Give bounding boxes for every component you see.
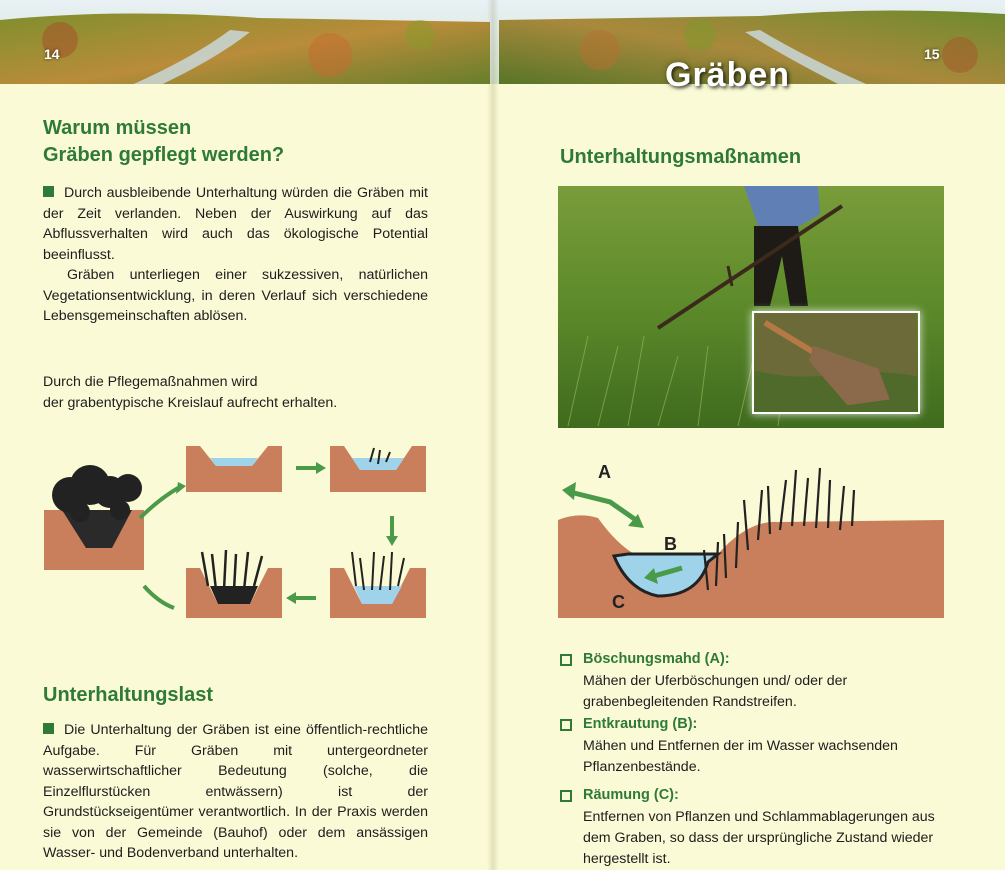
paragraph-silting-text: Durch ausbleibende Unterhaltung würden die Gräben mit der Zeit verlanden. Neben der Auswirkung auf das Abflussverhalten wird auch das ökologische Potential beeinflusst. — [43, 185, 428, 263]
arrow-head-icon — [562, 482, 576, 500]
section-title-why-line2: Gräben gepflegt werden? — [43, 144, 285, 166]
arrow-head-icon — [176, 482, 186, 494]
paragraph-silting — [43, 183, 428, 265]
cycle-caption — [43, 372, 443, 413]
arrow-head-icon — [386, 536, 398, 546]
arrow-icon — [140, 488, 178, 518]
bullet-square-icon — [43, 723, 54, 734]
diagram-label-c: C — [612, 592, 625, 612]
measure-desc: Mähen der Uferböschungen und/ oder der grabenbegleitenden Randstreifen. — [583, 673, 848, 710]
arrow-icon — [144, 586, 174, 608]
field-landscape-image — [0, 0, 1005, 92]
arrow-head-icon — [316, 462, 326, 474]
measure-title: Entkrautung (B): — [583, 716, 698, 732]
diagram-label-a: A — [598, 462, 611, 482]
stage-overgrown-ditch — [186, 550, 282, 618]
arrow-head-icon — [286, 592, 296, 604]
section-title-why-line1: Warum müssen — [43, 117, 192, 139]
ditch-cross-section-diagram — [558, 450, 944, 620]
paragraph-responsibility-text: Die Unterhaltung der Gräben ist eine öffentlich-rechtliche Aufgabe. Für Gräben mit untergeordneter wasserwirtschaftlicher Bedeutung (solche, die Einzelflurstücken entwässern) ist der Grundstückseigentümer verantwortlich. In der Praxis werden sie von der Gemeinde (Bauhof) oder dem ansässigen Wasser- und Bodenverband unterhalten. — [43, 722, 428, 861]
page-number-left: 14 — [44, 46, 60, 62]
ditch-cycle-diagram — [40, 440, 440, 620]
spade-photo-inset — [752, 311, 920, 414]
checkbox-square-icon — [560, 719, 572, 731]
book-gutter — [487, 0, 499, 870]
section-title-measures: Unterhaltungsmaßnamen — [560, 146, 802, 168]
section-title-responsibility: Unterhaltungslast — [43, 684, 214, 706]
measure-title: Böschungsmahd (A): — [583, 651, 730, 667]
section-title-why — [43, 115, 463, 169]
checkbox-square-icon — [560, 790, 572, 802]
diagram-label-b: B — [664, 534, 677, 554]
checkbox-square-icon — [560, 654, 572, 666]
header-photo-banner — [0, 0, 1005, 92]
stage-early-growth — [330, 446, 426, 492]
paragraph-responsibility — [43, 720, 428, 864]
stage-dense-growth — [330, 552, 426, 618]
stage-overgrown — [44, 465, 144, 570]
cycle-caption-line1: Durch die Pflegemaßnahmen wird — [43, 374, 258, 390]
stage-clean-ditch — [186, 446, 282, 492]
bullet-square-icon — [43, 186, 54, 197]
measure-desc: Entfernen von Pflanzen und Schlammablagerungen aus dem Graben, so dass der ursprüngliche Zustand wieder hergestellt ist. — [583, 809, 935, 867]
measure-desc: Mähen und Entfernen der im Wasser wachsenden Pflanzenbestände. — [583, 738, 898, 775]
page-number-right: 15 — [924, 46, 940, 62]
cycle-caption-line2: der grabentypische Kreislauf aufrecht erhalten. — [43, 394, 338, 411]
paragraph-succession: Gräben unterliegen einer sukzessiven, natürlichen Vegetationsentwicklung, in deren Verlauf sich verschiedene Lebensgemeinschaften ablösen. — [43, 267, 428, 324]
measure-title: Räumung (C): — [583, 787, 679, 803]
chapter-title: Gräben — [665, 56, 791, 92]
